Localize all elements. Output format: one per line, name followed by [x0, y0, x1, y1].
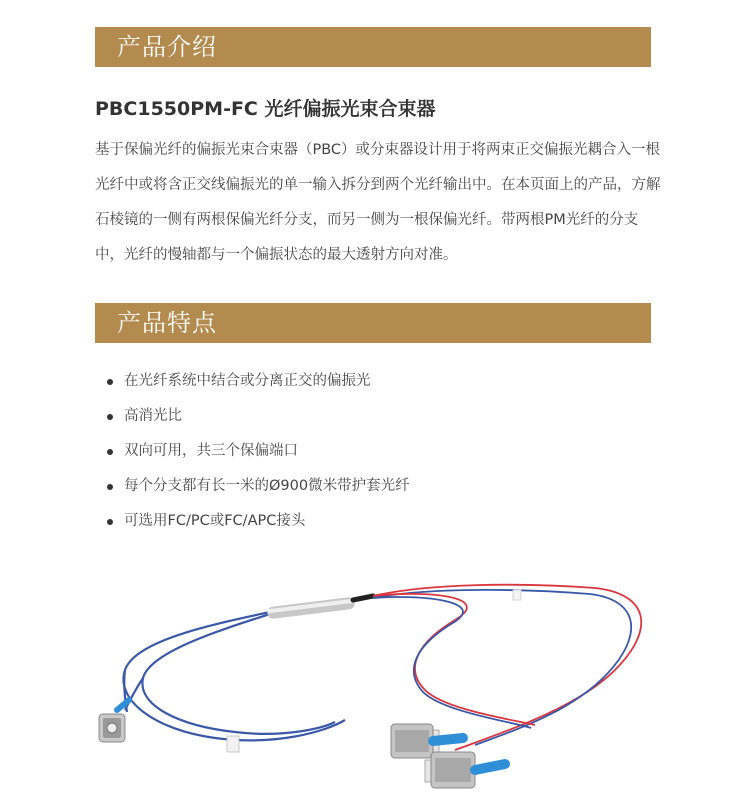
bullet-icon	[107, 484, 113, 490]
feature-text: 高消光比	[124, 408, 182, 424]
feature-text: 在光纤系统中结合或分离正交的偏振光	[124, 373, 371, 389]
feature-item	[95, 399, 655, 434]
bullet-icon	[107, 519, 113, 525]
fiber-tag	[227, 736, 239, 752]
fiber-tag	[513, 590, 521, 600]
feature-item	[95, 504, 655, 539]
section-heading-features: 产品特点	[95, 303, 651, 343]
feature-text: 双向可用，共三个保偏端口	[124, 443, 298, 459]
blue-fiber	[123, 612, 345, 740]
section-heading-intro: 产品介绍	[95, 27, 651, 67]
feature-item	[95, 469, 655, 504]
product-title: PBC1550PM-FC 光纤偏振光束合束器	[95, 98, 436, 120]
bullet-icon	[107, 414, 113, 420]
steel-housing	[267, 597, 356, 620]
product-photo	[95, 560, 655, 800]
feature-item	[95, 434, 655, 469]
strain-relief	[353, 596, 373, 600]
feature-item	[95, 364, 655, 399]
fc-connector-right-2	[425, 752, 505, 788]
feature-text: 每个分支都有长一米的Ø900微米带护套光纤	[124, 478, 410, 494]
bullet-icon	[107, 379, 113, 385]
product-description: 基于保偏光纤的偏振光束合束器（PBC）或分束器设计用于将两束正交偏振光耦合入一根光纤中或将含正交线偏振光的单一输入拆分到两个光纤输出中。在本页面上的产品，方解石棱镜的一侧有两根保偏光纤分支，而另一侧为一根保偏光纤。带两根PM光纤的分支中，光纤的慢轴都与一个偏振状态的最大透射方向对准。	[95, 142, 661, 263]
feature-list	[95, 364, 655, 539]
bullet-icon	[107, 449, 113, 455]
fc-connector-left	[99, 714, 125, 742]
feature-text: 可选用FC/PC或FC/APC接头	[124, 513, 306, 529]
